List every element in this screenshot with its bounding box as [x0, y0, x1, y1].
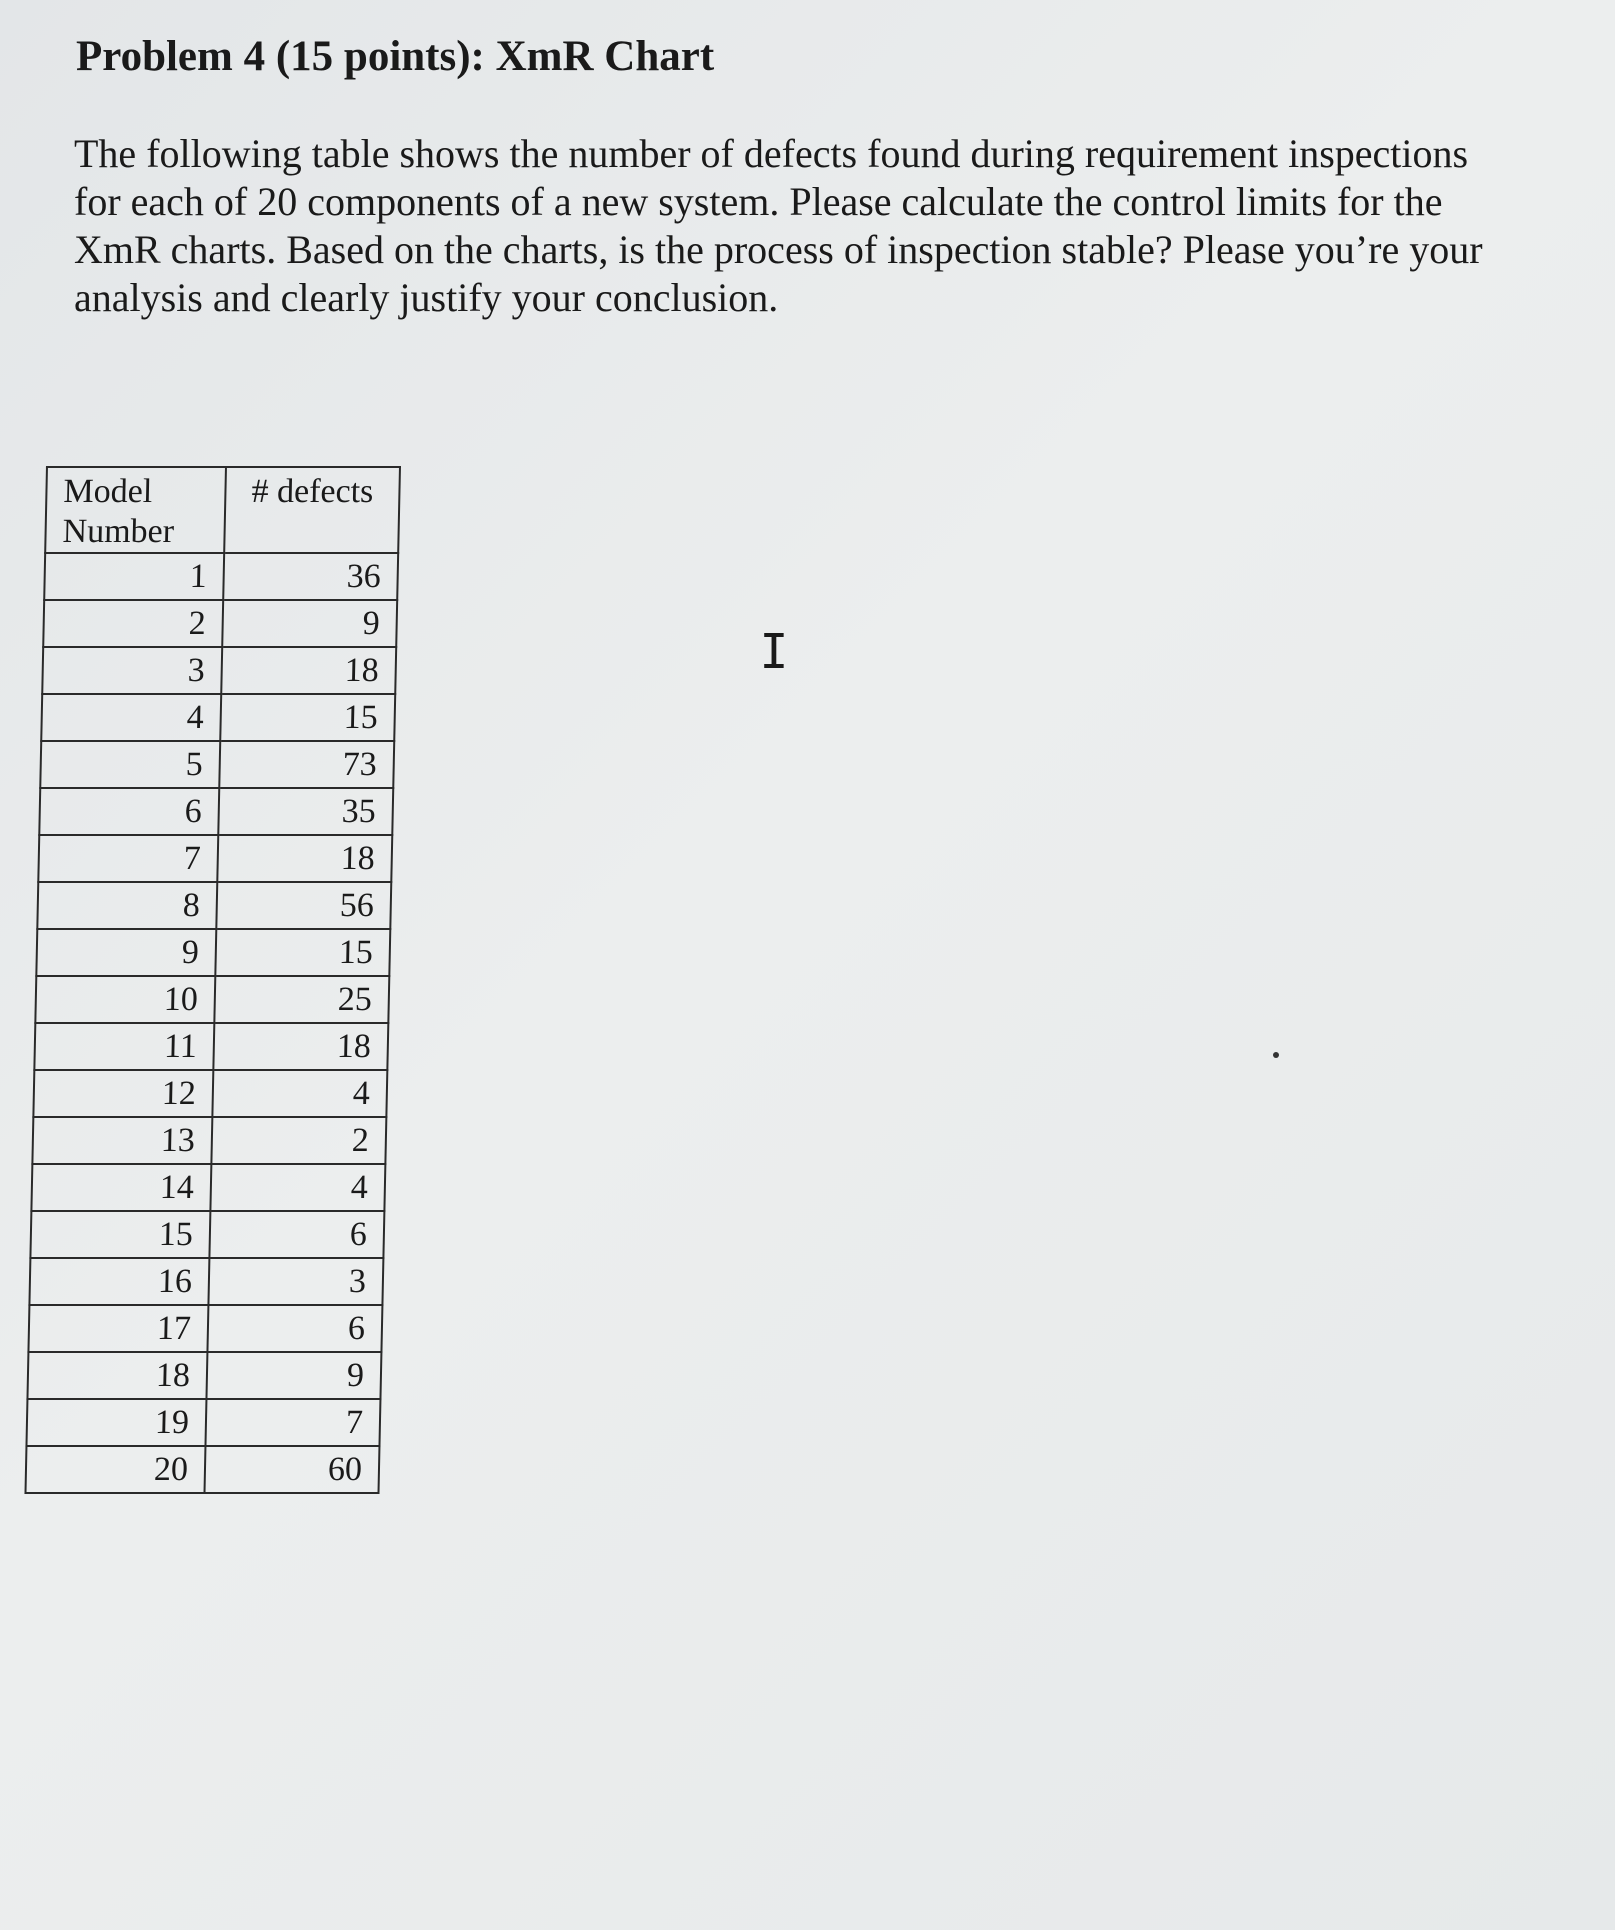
table-row: [33, 1070, 387, 1117]
table-row: [27, 1352, 381, 1399]
model-number-cell: 17: [28, 1305, 208, 1352]
model-number-cell: 12: [33, 1070, 213, 1117]
defects-cell: 9: [222, 600, 397, 647]
prompt-line: for each of 20 components of a new system. Please calculate the control limits for the: [74, 179, 1443, 224]
table-row: [28, 1305, 382, 1352]
defects-cell: 60: [204, 1446, 379, 1493]
model-number-cell: 1: [44, 553, 224, 600]
defects-cell: 35: [218, 788, 393, 835]
model-number-cell: 3: [42, 647, 222, 694]
defects-cell: 36: [223, 553, 398, 600]
defects-cell: 9: [206, 1352, 381, 1399]
defects-cell: 56: [216, 882, 391, 929]
model-number-cell: 5: [40, 741, 220, 788]
model-number-cell: 8: [37, 882, 217, 929]
model-number-cell: 13: [32, 1117, 212, 1164]
model-number-cell: 10: [35, 976, 215, 1023]
header-model-number: [45, 467, 226, 553]
defects-cell: 15: [215, 929, 390, 976]
paper-speck: [1273, 1052, 1279, 1058]
problem-title: Problem 4 (15 points): XmR Chart: [76, 33, 715, 80]
prompt-line: The following table shows the number of defects found during requirement inspections: [74, 131, 1469, 176]
defects-table: [24, 466, 401, 1494]
table-row: [43, 600, 397, 647]
model-number-cell: 16: [29, 1258, 209, 1305]
table-row: [32, 1117, 386, 1164]
defects-cell: 2: [211, 1117, 386, 1164]
model-number-cell: 18: [27, 1352, 207, 1399]
defects-cell: 15: [220, 694, 395, 741]
model-number-cell: 2: [43, 600, 223, 647]
defects-cell: 18: [213, 1023, 388, 1070]
header-model-line1: Model: [63, 473, 153, 510]
defects-cell: 18: [221, 647, 396, 694]
table-row: [44, 553, 398, 600]
model-number-cell: 19: [26, 1399, 206, 1446]
defects-cell: 4: [210, 1164, 385, 1211]
defects-cell: 6: [209, 1211, 384, 1258]
table-row: [41, 694, 395, 741]
model-number-cell: 11: [34, 1023, 214, 1070]
model-number-cell: 14: [31, 1164, 211, 1211]
defects-cell: 6: [207, 1305, 382, 1352]
model-number-cell: 6: [39, 788, 219, 835]
table-header-row: [45, 467, 400, 553]
defects-cell: 25: [214, 976, 389, 1023]
text-cursor-icon: I: [759, 624, 789, 680]
table-row: [31, 1164, 385, 1211]
header-defects: # defects: [224, 467, 400, 553]
table-row: [42, 647, 396, 694]
defects-cell: 4: [212, 1070, 387, 1117]
table-row: [25, 1446, 379, 1493]
table-row: [38, 835, 392, 882]
table-row: [29, 1258, 383, 1305]
table-row: [36, 929, 390, 976]
prompt-line: analysis and clearly justify your conclusion.: [74, 275, 779, 320]
problem-prompt: [74, 130, 1594, 322]
table-row: [39, 788, 393, 835]
table-row: [26, 1399, 380, 1446]
defects-cell: 73: [219, 741, 394, 788]
model-number-cell: 15: [30, 1211, 210, 1258]
header-model-line2: Number: [62, 513, 175, 550]
prompt-line: XmR charts. Based on the charts, is the process of inspection stable? Please you’re your: [74, 227, 1483, 272]
model-number-cell: 20: [25, 1446, 205, 1493]
model-number-cell: 4: [41, 694, 221, 741]
table-body: [25, 553, 398, 1493]
table-row: [40, 741, 394, 788]
defects-cell: 3: [208, 1258, 383, 1305]
table-row: [35, 976, 389, 1023]
model-number-cell: 7: [38, 835, 218, 882]
table-row: [30, 1211, 384, 1258]
defects-cell: 18: [217, 835, 392, 882]
model-number-cell: 9: [36, 929, 216, 976]
table-row: [37, 882, 391, 929]
table-row: [34, 1023, 388, 1070]
defects-cell: 7: [205, 1399, 380, 1446]
